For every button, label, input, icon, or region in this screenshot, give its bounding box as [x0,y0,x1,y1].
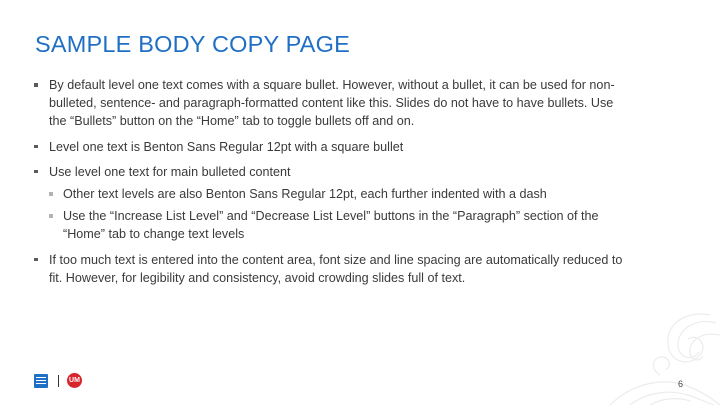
bullet-text: By default level one text comes with a square bullet. However, without a bullet, it can be used for non-bulleted, sentence- and paragraph-formatted content like this. Slides do not have to have bullets. Use the “Bullets” button on the “Home” tab to toggle bullets off and on. [49,78,615,129]
um-logo-icon: UM [67,373,82,388]
decorative-swirl-icon [590,305,720,405]
bullet-level-1 [33,76,623,131]
page-number: 6 [678,379,684,389]
body-copy [33,76,623,294]
bullet-text: Use the “Increase List Level” and “Decrease List Level” buttons in the “Paragraph” section of the “Home” tab to change text levels [63,209,599,242]
footer-logos [34,373,82,388]
bullet-level-1 [33,251,623,287]
bullet-text: Other text levels are also Benton Sans Regular 12pt, each further indented with a dash [63,187,547,202]
bullet-level-1 [33,163,623,181]
bullet-level-1 [33,138,623,156]
amex-logo-icon [34,374,48,388]
slide-title: SAMPLE BODY COPY PAGE [35,31,351,57]
bullet-level-2 [33,185,623,203]
bullet-level-2 [33,207,623,243]
bullet-text: Level one text is Benton Sans Regular 12pt with a square bullet [49,139,404,154]
logo-divider [58,375,59,387]
bullet-text: Use level one text for main bulleted content [49,164,291,179]
bullet-text: If too much text is entered into the content area, font size and line spacing are automatically reduced to fit. However, for legibility and consistency, avoid crowding slides full of text. [49,252,623,285]
